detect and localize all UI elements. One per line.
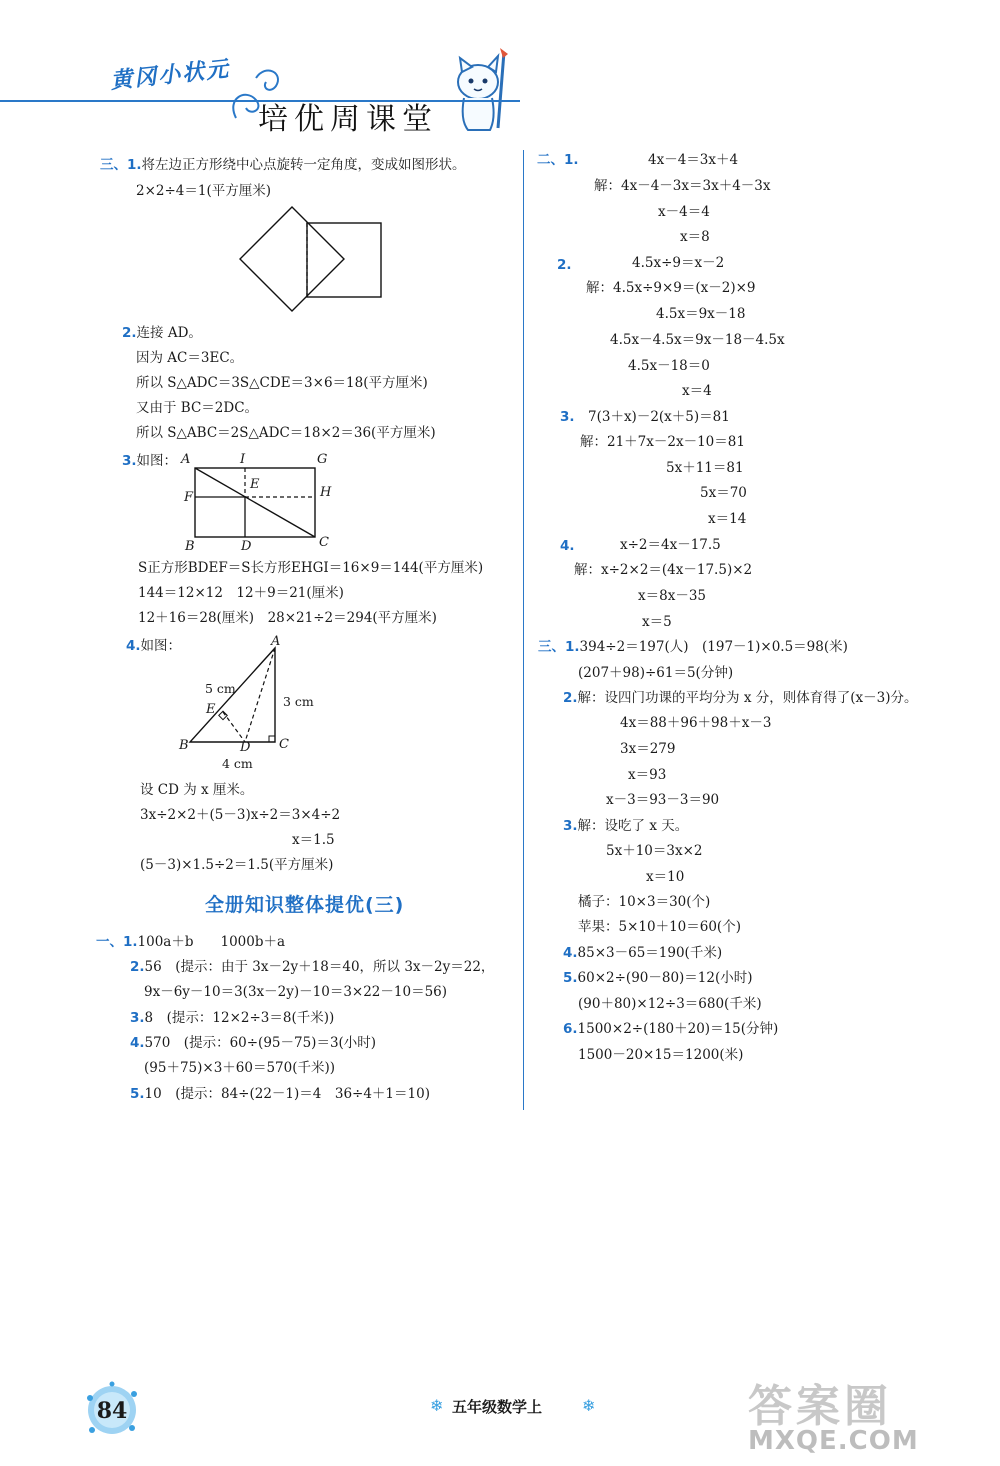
tri-side-ac: 3 cm — [283, 694, 314, 709]
p2-1-line: 解：4x－4－3x＝3x＋4－3x — [594, 178, 771, 194]
p3-1-number: 三、1. — [538, 639, 580, 655]
p3-rest-text: 1500×2÷(180＋20)＝15(分钟) — [577, 1021, 779, 1037]
q3-4-line: x＝1.5 — [292, 832, 335, 848]
watermark-logo: 答案圈 — [748, 1381, 892, 1432]
p2-3-line: 解：21＋7x－2x－10＝81 — [580, 434, 745, 450]
q3-3-number: 3. — [122, 453, 137, 469]
part1-text: (95＋75)×3＋60＝570(千米)) — [144, 1060, 336, 1076]
label-b: B — [185, 539, 195, 554]
p3-rest-line — [563, 1020, 778, 1038]
p2-2-line: x＝4 — [682, 383, 712, 399]
part1-text: 10 (提示：84÷(22－1)＝4 36÷4＋1＝10) — [144, 1086, 430, 1102]
p2-1-line: x＝8 — [680, 229, 710, 245]
p3-2-line: 4x＝88＋96＋98＋x－3 — [620, 715, 772, 731]
tri-side-ab: 5 cm — [205, 681, 236, 696]
q3-4-number: 4. — [126, 638, 141, 654]
section-title: 全册知识整体提优(三) — [205, 894, 405, 916]
p3-rest-line — [578, 995, 762, 1013]
q3-4-line: (5－3)×1.5÷2＝1.5(平方厘米) — [140, 857, 334, 873]
p3-2-text: 解：设四门功课的平均分为 x 分，则体育得了(x－3)分。 — [577, 690, 918, 706]
label-e: E — [250, 477, 260, 492]
p2-4-line: x＝8x－35 — [638, 588, 706, 604]
p2-3-number: 3. — [560, 409, 575, 425]
q3-2-line: 又由于 BC＝2DC。 — [136, 400, 259, 416]
p3-3-number: 3. — [563, 818, 578, 834]
p3-rest-text: 60×2÷(90－80)＝12(小时) — [577, 970, 753, 986]
q3-2 — [122, 324, 202, 342]
q3-2-line: 因为 AC＝3EC。 — [136, 350, 244, 366]
p3-rest-number: 5. — [563, 970, 578, 986]
p3-2-line — [563, 689, 917, 707]
part1-line — [130, 1085, 430, 1103]
part1-number: 2. — [130, 959, 145, 975]
p2-3-line: 7(3＋x)－2(x＋5)＝81 — [588, 409, 730, 425]
p2-3-line: x＝14 — [708, 511, 747, 527]
tri-label-b: B — [179, 738, 189, 753]
label-a: A — [181, 452, 191, 467]
p3-rest-line — [563, 944, 722, 962]
p3-1-line: (207＋98)÷61＝5(分钟) — [578, 665, 734, 681]
part1-text: 570 (提示：60÷(95－75)＝3(小时) — [144, 1035, 377, 1051]
q3-4-text: 如图： — [140, 638, 182, 654]
p3-1-text: 394÷2＝197(人) (197－1)×0.5＝98(米) — [579, 639, 848, 655]
p2-4-line: 解：x÷2×2＝(4x－17.5)×2 — [574, 562, 753, 578]
p3-3-text: 解：设吃了 x 天。 — [577, 818, 689, 834]
p2-3-line: 5x＋11＝81 — [666, 460, 744, 476]
p3-rest-text: 85×3－65＝190(千米) — [577, 945, 723, 961]
label-h: H — [320, 485, 332, 500]
q3-4-line: 3x÷2×2＋(5－3)x÷2＝3×4÷2 — [140, 807, 341, 823]
q3-3-line: 12＋16＝28(厘米) 28×21÷2＝294(平方厘米) — [138, 610, 437, 626]
p2-2-number: 2. — [557, 257, 572, 273]
header-title: 培优周课堂 — [258, 102, 438, 137]
page-number-badge — [82, 1380, 142, 1440]
book-title: 五年级数学上 — [452, 1398, 543, 1416]
q3-2-line: 所以 S△ADC＝3S△CDE＝3×6＝18(平方厘米) — [136, 375, 428, 391]
p3-rest-number: 4. — [563, 945, 578, 961]
p3-rest-text: 1500－20×15＝1200(米) — [578, 1047, 744, 1063]
p3-rest-line — [578, 1046, 743, 1064]
p2-2-line: 4.5x＝9x－18 — [656, 306, 746, 322]
p2-4-line: x＝5 — [642, 614, 672, 630]
q3-3-line: 144＝12×12 12＋9＝21(厘米) — [138, 585, 344, 601]
q3-4-line: 设 CD 为 x 厘米。 — [140, 782, 254, 798]
header-rule — [0, 100, 520, 102]
part1-number: 一、1. — [96, 934, 138, 950]
label-f: F — [184, 490, 194, 505]
label-d: D — [241, 539, 252, 554]
part1-line — [130, 1034, 376, 1052]
q3-1-text: 将左边正方形绕中心点旋转一定角度，变成如图形状。 — [141, 157, 466, 173]
tri-label-a: A — [271, 634, 281, 649]
watermark — [738, 1370, 993, 1460]
p2-1-line: 4x－4＝3x＋4 — [648, 152, 739, 168]
p3-rest-number: 6. — [563, 1021, 578, 1037]
p2-2-line: 4.5x－18＝0 — [628, 358, 710, 374]
snowflake-icon: ❄ — [430, 1396, 444, 1415]
snowflake-icon: ❄ — [582, 1396, 596, 1415]
p2-2-line: 4.5x－4.5x＝9x－18－4.5x — [610, 332, 785, 348]
p3-3-line: 苹果：5×10＋10＝60(个) — [578, 919, 741, 935]
p2-2-line: 解：4.5x÷9×9＝(x－2)×9 — [586, 280, 756, 296]
p3-2-line: 3x＝279 — [620, 741, 676, 757]
page-number: 84 — [96, 1398, 128, 1424]
p3-3-line: 橘子：10×3＝30(个) — [578, 894, 711, 910]
p3-rest-text: (90＋80)×12÷3＝680(千米) — [578, 996, 762, 1012]
q3-1 — [100, 156, 466, 174]
part1-text: 100a＋b 1000b＋a — [137, 934, 286, 950]
part1-number: 5. — [130, 1086, 145, 1102]
p3-2-line: x＝93 — [628, 767, 667, 783]
q3-2-text: 连接 AD。 — [136, 325, 202, 341]
series-logo: 黄冈小状元 — [109, 56, 232, 95]
q3-3-line: S正方形BDEF＝S长方形EHGI＝16×9＝144(平方厘米) — [138, 560, 484, 576]
p3-2-number: 2. — [563, 690, 578, 706]
part1-text: 9x－6y－10＝3(3x－2y)－10＝3×22－10＝56) — [144, 984, 448, 1000]
q3-3-text: 如图： — [136, 453, 178, 469]
part1-line — [144, 983, 447, 1001]
p2-4-number: 4. — [560, 538, 575, 554]
p2-4-line: x÷2＝4x－17.5 — [620, 537, 721, 553]
p3-3-line — [563, 817, 688, 835]
q3-1-number: 三、1. — [100, 157, 142, 173]
q3-2-number: 2. — [122, 325, 137, 341]
part1-line — [130, 1009, 334, 1027]
cat-mascot-icon — [448, 48, 518, 134]
part1-line — [130, 958, 494, 976]
q3-1-calc: 2×2÷4＝1(平方厘米) — [136, 183, 272, 199]
p3-1-line — [538, 638, 848, 656]
part1-line — [144, 1059, 335, 1077]
p3-3-line: 5x＋10＝3x×2 — [606, 843, 703, 859]
label-g: G — [317, 452, 328, 467]
rectangle-figure — [190, 460, 330, 545]
p2-2-line: 4.5x÷9＝x－2 — [632, 255, 725, 271]
q3-3 — [122, 452, 177, 470]
q3-4 — [126, 637, 181, 655]
p2-1-line: x－4＝4 — [658, 204, 710, 220]
p2-3-line: 5x＝70 — [700, 485, 747, 501]
p3-rest-line — [563, 969, 753, 987]
tri-label-d: D — [240, 740, 251, 755]
part1-text: 56 (提示：由于 3x－2y＋18＝40，所以 3x－2y＝22， — [144, 959, 495, 975]
column-divider — [523, 150, 524, 1110]
label-i: I — [240, 452, 246, 467]
part1-text: 8 (提示：12×2÷3＝8(千米)) — [144, 1010, 335, 1026]
part1-number: 3. — [130, 1010, 145, 1026]
watermark-url: MXQE.COM — [748, 1426, 919, 1456]
part1-number: 4. — [130, 1035, 145, 1051]
p3-2-line: x－3＝93－3＝90 — [606, 792, 720, 808]
p2-1-number: 二、1. — [537, 152, 579, 168]
rotated-square-figure — [236, 205, 386, 315]
tri-label-e: E — [206, 702, 216, 717]
part1-line — [96, 933, 285, 951]
tri-side-bc: 4 cm — [222, 756, 253, 771]
label-c: C — [319, 535, 329, 550]
p3-3-line: x＝10 — [646, 869, 685, 885]
tri-label-c: C — [279, 737, 289, 752]
q3-2-line: 所以 S△ABC＝2S△ADC＝18×2＝36(平方厘米) — [136, 425, 436, 441]
